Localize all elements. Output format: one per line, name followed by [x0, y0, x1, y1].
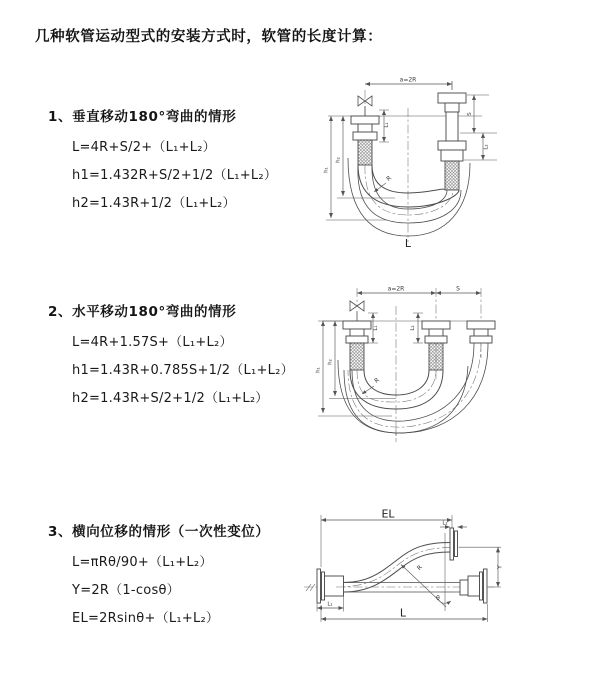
d2-valve-icon	[350, 301, 364, 321]
d2-dimensions	[315, 293, 481, 416]
d3-radius-label: R	[415, 564, 424, 572]
d3-dimensions	[317, 515, 501, 622]
d1-dimensions	[323, 81, 497, 220]
d2-dim-label-s: S	[456, 285, 460, 293]
d3-upper-flange	[450, 528, 458, 560]
d2-dim-label-l1: L₁	[373, 325, 379, 331]
d2-dim-label-h2: h₂	[327, 359, 334, 365]
case-3-formula-Y: Y=2R（1-cosθ）	[72, 583, 180, 598]
case-3-formula-L: L=πRθ/90+（L₁+L₂）	[72, 555, 213, 570]
diagram-vertical-180-bend	[300, 70, 600, 260]
d2-radius-label: R	[373, 376, 381, 385]
case-3-formula-EL: EL=2Rsinθ+（L₁+L₂）	[72, 611, 220, 626]
case-2-formulas	[72, 329, 294, 413]
d1-left-fitting	[351, 116, 379, 165]
d2-dim-label-h1: h₁	[315, 367, 322, 373]
d1-dim-label-l1: L₁	[384, 122, 390, 128]
d2-centerlines	[322, 285, 494, 442]
d3-dim-label-l2: L₂	[442, 520, 448, 527]
d2-dim-label-l2: L₂	[410, 325, 416, 331]
diagram-lateral-displacement	[300, 503, 600, 635]
case-3-formulas	[72, 549, 270, 633]
case-2-block	[48, 300, 294, 413]
d2-middle-fitting	[422, 321, 450, 370]
d3-dim-label-el: EL	[381, 507, 395, 521]
d3-left-flange	[317, 569, 344, 603]
case-1-formulas	[72, 134, 277, 218]
case-1-formula-L: L=4R+S/2+（L₁+L₂）	[72, 140, 216, 155]
d1-dim-label-l2: L₂	[483, 144, 490, 150]
d3-angle-label: θ	[436, 595, 440, 602]
d3-length-label: L	[399, 606, 407, 620]
case-2-formula-L: L=4R+1.57S+（L₁+L₂）	[72, 335, 233, 350]
case-1-block	[48, 105, 277, 218]
d2-dim-label-a2r: a=2R	[387, 285, 405, 293]
d2-right-fitting	[467, 321, 495, 343]
d3-dim-label-y: Y	[496, 565, 504, 569]
d1-length-label: L	[404, 237, 412, 250]
diagram-horizontal-180-bend	[300, 270, 600, 460]
case-3-block	[48, 520, 270, 633]
case-1-formula-h2: h2=1.43R+1/2（L₁+L₂）	[72, 196, 236, 211]
d3-curved-hose	[336, 543, 459, 593]
d2-left-fitting	[343, 321, 371, 370]
case-1-formula-h1: h1=1.432R+S/2+1/2（L₁+L₂）	[72, 168, 278, 183]
d3-right-flange	[460, 569, 487, 603]
d1-dim-label-h2: h₂	[335, 157, 342, 163]
case-2-heading: 2、水平移动180°弯曲的情形	[48, 304, 237, 320]
d3-labels	[327, 508, 503, 620]
d1-dim-label-h1: h₁	[323, 167, 330, 173]
case-2-formula-h1: h1=1.43R+0.785S+1/2（L₁+L₂）	[72, 363, 294, 378]
case-1-heading: 1、垂直移动180°弯曲的情形	[48, 109, 237, 125]
d3-centerlines	[304, 533, 496, 611]
case-2-formula-h2: h2=1.43R+S/2+1/2（L₁+L₂）	[72, 391, 269, 406]
page-title: 几种软管运动型式的安装方式时，软管的长度计算：	[35, 29, 383, 45]
d3-dim-label-l1: L₁	[327, 601, 333, 608]
d1-radius-label: R	[385, 174, 393, 183]
d1-right-fitting	[438, 93, 466, 190]
d1-dim-label-a2r: a=2R	[399, 76, 417, 84]
case-3-heading: 3、横向位移的情形（一次性变位）	[48, 524, 270, 540]
d1-dim-label-s: S	[467, 112, 473, 116]
